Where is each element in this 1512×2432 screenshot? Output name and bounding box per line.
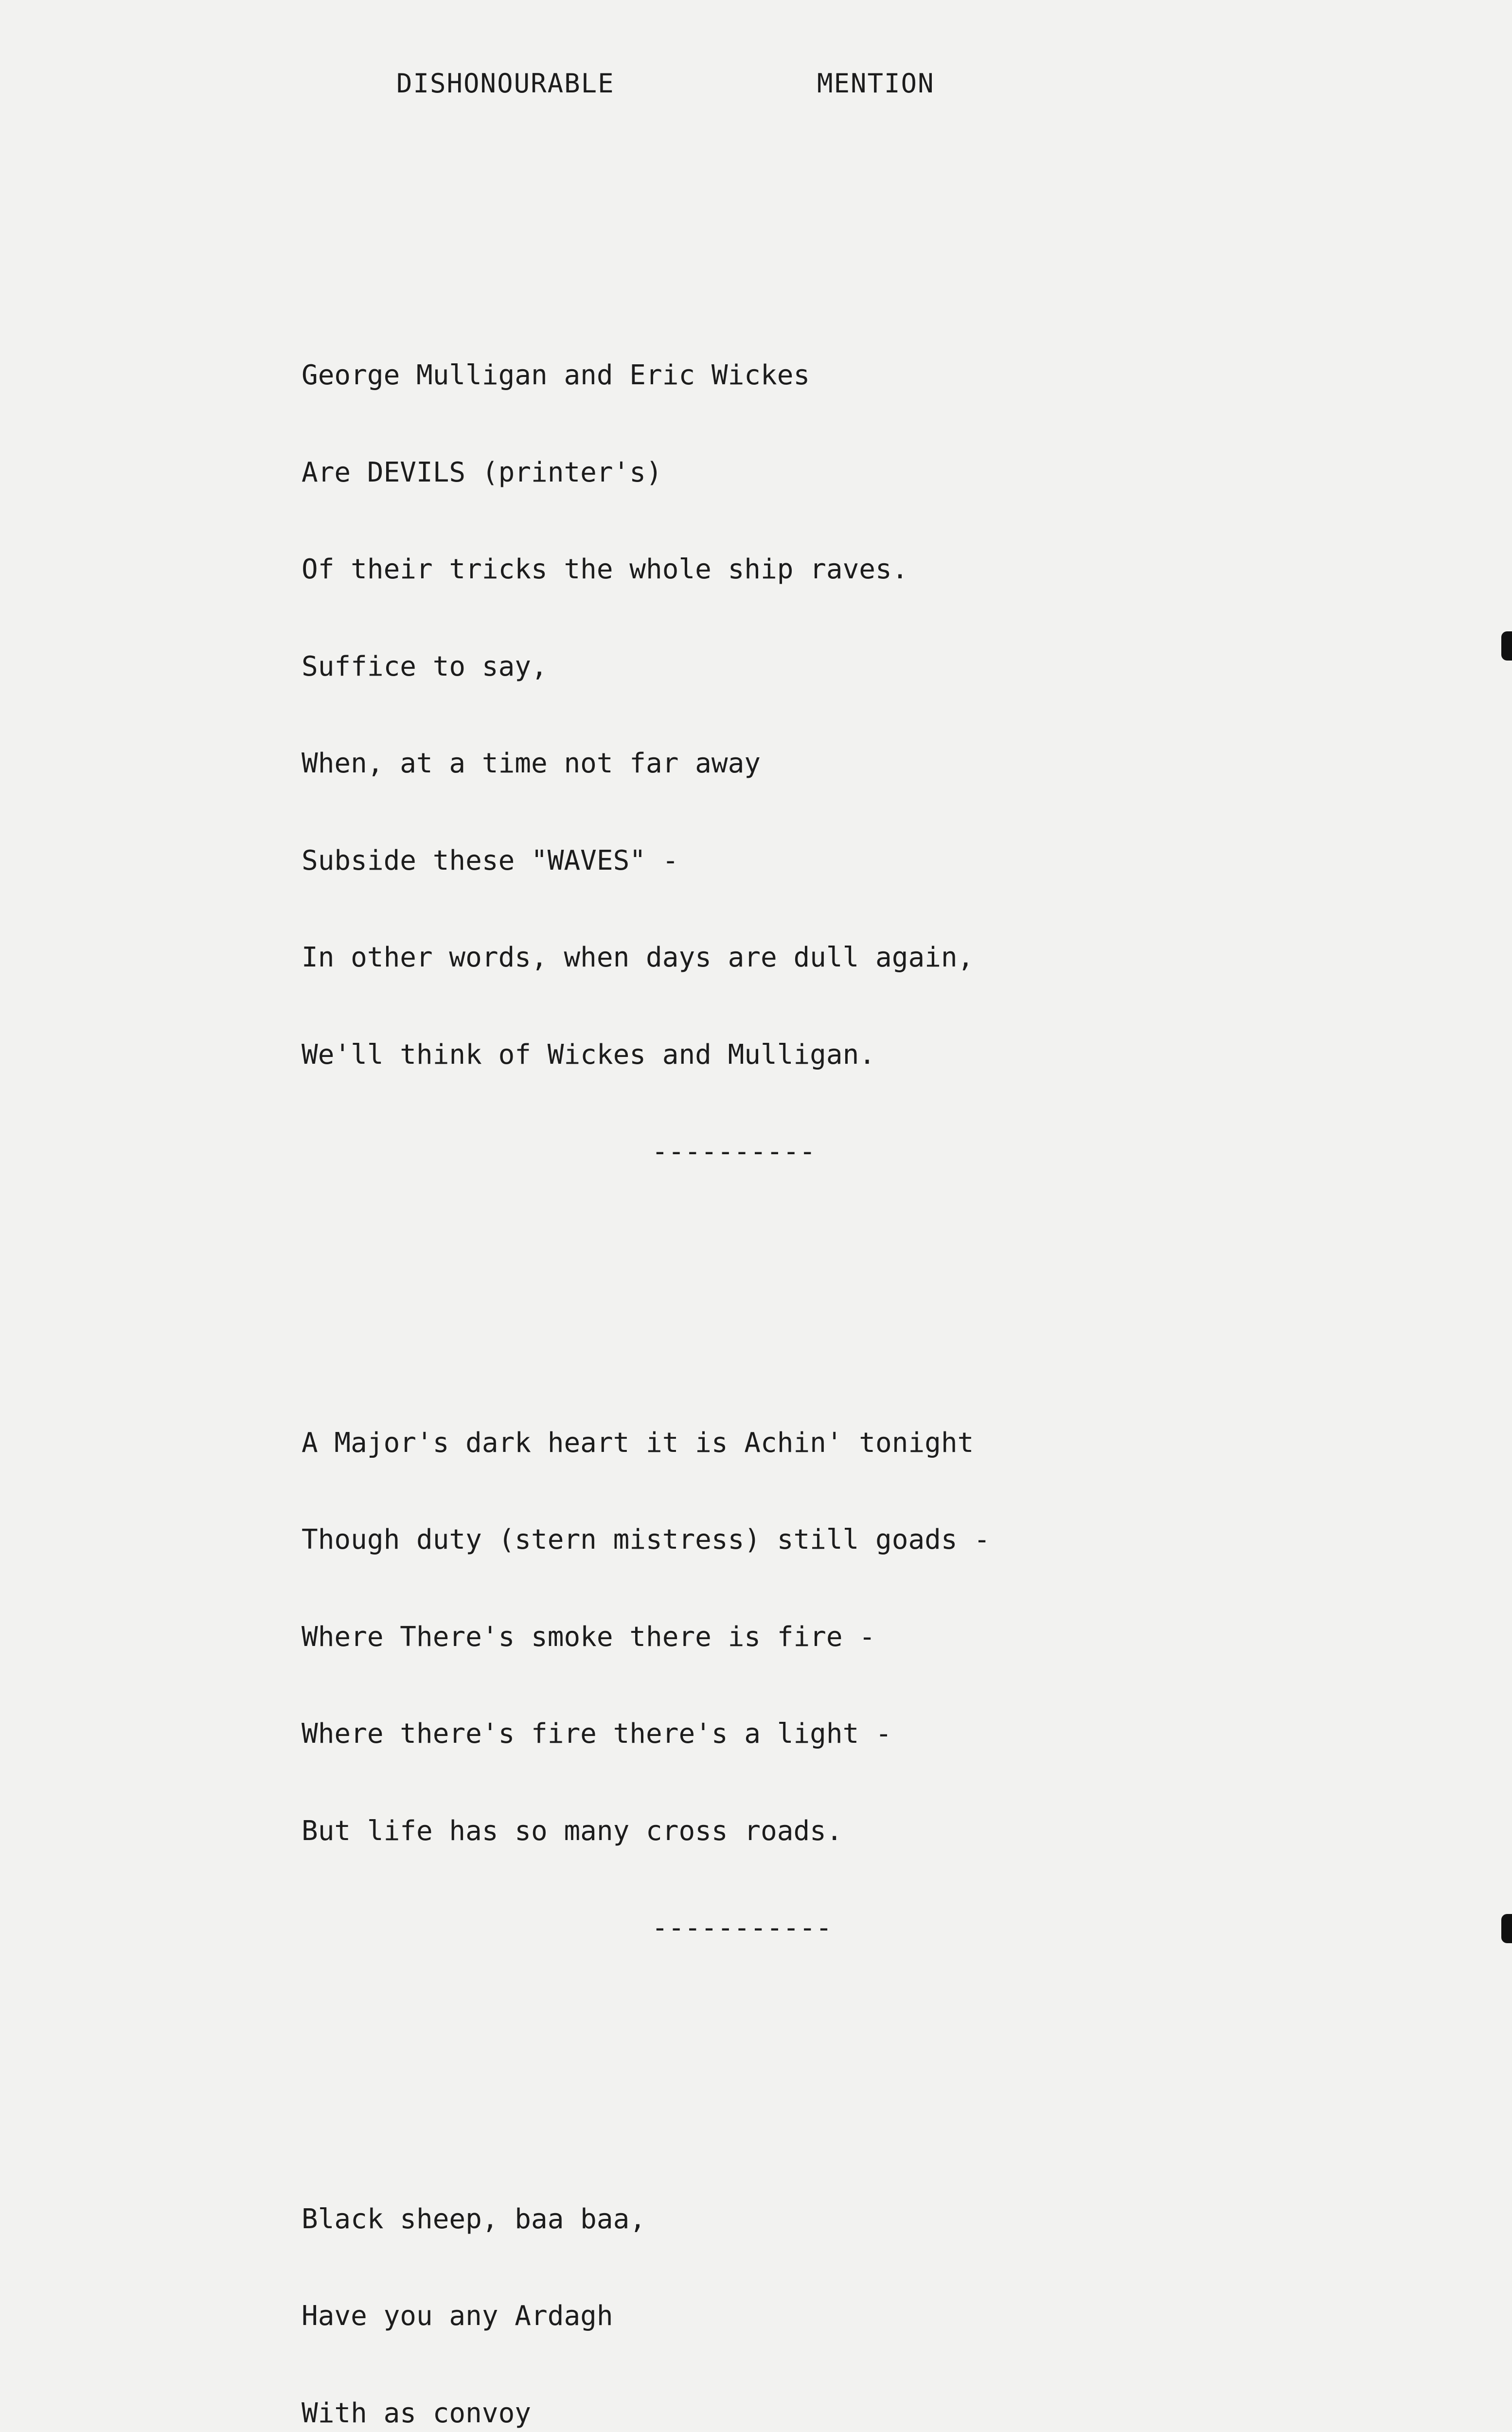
- title-word-1: DISHONOURABLE: [396, 68, 615, 99]
- verse-separator: -----------: [652, 1912, 832, 1944]
- verse-line: Subside these "WAVES" -: [302, 844, 679, 876]
- page-title: [396, 68, 935, 99]
- verse-line: But life has so many cross roads.: [302, 1815, 843, 1847]
- verse-line: Have you any Ardagh: [302, 2300, 613, 2332]
- verse-line: We'll think of Wickes and Mulligan.: [302, 1038, 876, 1071]
- verse-line: Where there's fire there's a light -: [302, 1718, 892, 1750]
- verse-2: [302, 1362, 1469, 2009]
- verse-line: Where There's smoke there is fire -: [302, 1621, 876, 1653]
- verse-line: With as convoy: [302, 2397, 532, 2429]
- verse-line: Of their tricks the whole ship raves.: [302, 554, 908, 585]
- verse-line: A Major's dark heart it is Achin' tonight: [302, 1427, 974, 1459]
- margin-punch-mark: [1501, 631, 1512, 661]
- verse-line: Are DEVILS (printer's): [302, 456, 662, 488]
- verse-line: Suffice to say,: [302, 650, 548, 682]
- verse-line: In other words, when days are dull again,: [302, 942, 974, 973]
- title-word-2: MENTION: [817, 68, 935, 99]
- verse-3: [302, 2139, 1469, 2432]
- verse-line: George Mulligan and Eric Wickes: [302, 359, 810, 391]
- verse-line: When, at a time not far away: [302, 748, 761, 779]
- poem-body: [302, 165, 1469, 2432]
- verse-line: Black sheep, baa baa,: [302, 2203, 646, 2235]
- verse-1: [302, 295, 1469, 1233]
- verse-separator: ----------: [652, 1136, 816, 1167]
- verse-line: Though duty (stern mistress) still goads -: [302, 1524, 991, 1556]
- margin-punch-mark: [1501, 1914, 1512, 1943]
